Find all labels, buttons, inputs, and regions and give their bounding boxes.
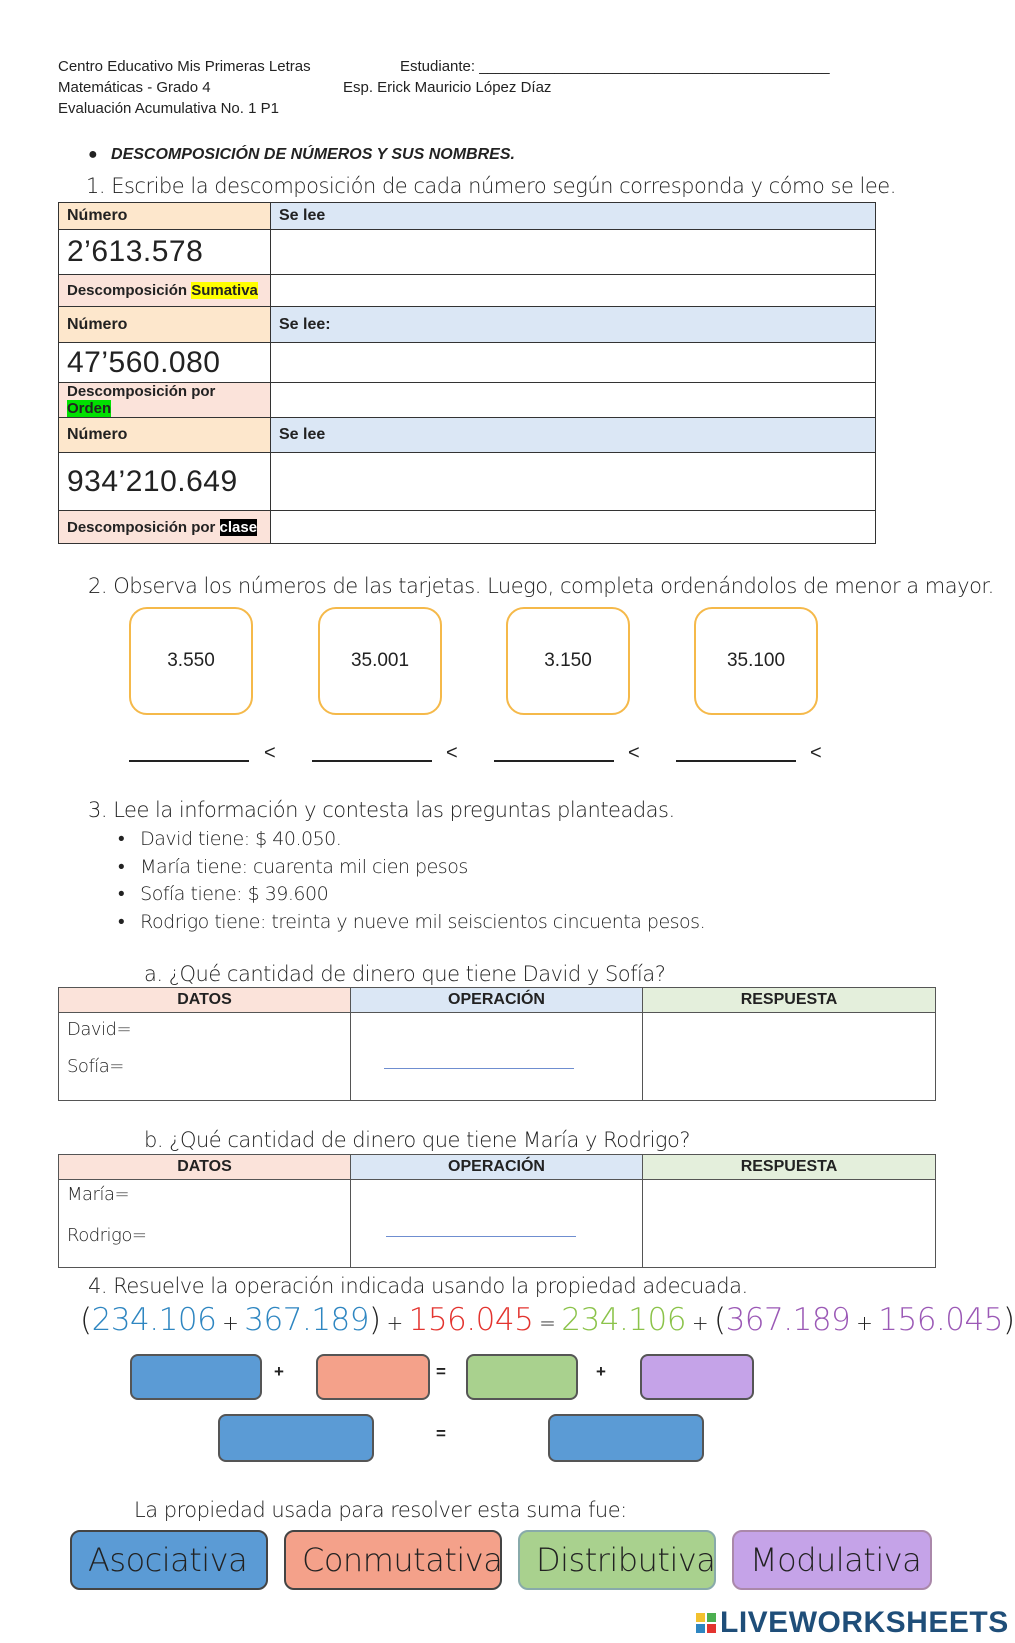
datos-cell[interactable] — [59, 1180, 351, 1268]
respuesta-cell[interactable] — [643, 1013, 936, 1101]
addend-2: 367.189 — [244, 1302, 369, 1338]
order-blank[interactable] — [312, 760, 432, 762]
datos-rodrigo: Rodrigo= — [67, 1225, 147, 1246]
green-answer-box[interactable] — [466, 1354, 578, 1400]
logo-icon — [696, 1613, 716, 1633]
option-conmutativa[interactable]: Conmutativa — [284, 1530, 502, 1590]
order-blank[interactable] — [494, 760, 614, 762]
desc-answer[interactable] — [271, 383, 876, 418]
option-asociativa[interactable]: Asociativa — [70, 1530, 268, 1590]
fact-item: • David tiene: $ 40.050. — [118, 828, 342, 850]
fact-item: • Rodrigo tiene: treinta y nueve mil seiscientos cincuenta pesos. — [118, 910, 706, 933]
datos-david: David= — [67, 1019, 132, 1040]
desc-answer[interactable] — [271, 511, 876, 544]
question-4: 4. Resuelve la operación indicada usando la propiedad adecuada. — [88, 1274, 748, 1298]
student-field[interactable]: Estudiante: __________________________________________ — [400, 58, 830, 75]
problem-b-table — [58, 1154, 936, 1268]
operacion-cell[interactable] — [351, 1180, 643, 1268]
selee-answer[interactable] — [271, 343, 876, 383]
addend-3: 156.045 — [408, 1302, 534, 1338]
property-question: La propiedad usada para resolver esta suma fue: — [134, 1498, 627, 1522]
number-value: 2’613.578 — [59, 230, 271, 275]
fact-item: • Sofía tiene: $ 39.600 — [118, 883, 329, 905]
question-3b: b. ¿Qué cantidad de dinero que tiene María y Rodrigo? — [144, 1128, 691, 1152]
operacion-cell[interactable] — [351, 1013, 643, 1101]
question-3: 3. Lee la información y contesta las preguntas planteadas. — [88, 798, 675, 822]
blue-answer-box[interactable] — [130, 1354, 262, 1400]
number-card: 3.550 — [129, 607, 253, 715]
operacion-header: OPERACIÓN — [351, 1155, 643, 1180]
addend-1: 234.106 — [91, 1302, 217, 1338]
desc-label: Descomposición por clase — [59, 511, 271, 544]
teacher-name: Esp. Erick Mauricio López Díaz — [343, 79, 552, 96]
operation-line — [386, 1236, 576, 1237]
desc-label: Descomposición por Orden — [59, 383, 271, 418]
question-1: 1. Escribe la descomposición de cada número según corresponda y cómo se lee. — [86, 174, 896, 198]
numero-label: Número — [59, 418, 271, 453]
addend-5: 367.189 — [725, 1302, 851, 1338]
fact-item: • María tiene: cuarenta mil cien pesos — [118, 855, 468, 878]
datos-cell[interactable] — [59, 1013, 351, 1101]
section1-heading: ● DESCOMPOSICIÓN DE NÚMEROS Y SUS NOMBRES. — [88, 146, 515, 163]
operation-line — [384, 1068, 574, 1069]
problem-a-table — [58, 987, 936, 1101]
number-card: 3.150 — [506, 607, 630, 715]
liveworksheets-logo — [696, 1606, 1009, 1640]
selee-label: Se lee — [271, 418, 876, 453]
decomposition-table — [58, 202, 876, 544]
addend-6: 156.045 — [878, 1302, 1003, 1338]
facts-list — [118, 826, 705, 936]
datos-header: DATOS — [59, 988, 351, 1013]
respuesta-header: RESPUESTA — [643, 988, 936, 1013]
less-than-sign: < — [810, 742, 822, 764]
datos-maria: María= — [67, 1184, 130, 1205]
order-blank[interactable] — [676, 760, 796, 762]
respuesta-header: RESPUESTA — [643, 1155, 936, 1180]
less-than-sign: < — [446, 742, 458, 764]
desc-label: Descomposición Sumativa — [59, 275, 271, 307]
order-blank[interactable] — [129, 760, 249, 762]
option-modulativa[interactable]: Modulativa — [732, 1530, 932, 1590]
school-name: Centro Educativo Mis Primeras Letras — [58, 58, 311, 75]
selee-label: Se lee — [271, 203, 876, 230]
number-card: 35.001 — [318, 607, 442, 715]
operacion-header: OPERACIÓN — [351, 988, 643, 1013]
plus-sign: + — [596, 1362, 606, 1381]
number-value: 47’560.080 — [59, 343, 271, 383]
associative-expression: (234.106 + 367.189) + 156.045 = 234.106 + (367.189 + 156.045) — [80, 1302, 1015, 1338]
numero-label: Número — [59, 203, 271, 230]
salmon-answer-box[interactable] — [316, 1354, 430, 1400]
purple-answer-box[interactable] — [640, 1354, 754, 1400]
addend-4: 234.106 — [561, 1302, 686, 1338]
selee-label: Se lee: — [271, 307, 876, 343]
less-than-sign: < — [628, 742, 640, 764]
brand-prefix: LIVE — [720, 1606, 789, 1639]
selee-answer[interactable] — [271, 230, 876, 275]
equals-sign: = — [436, 1362, 446, 1381]
numero-label: Número — [59, 307, 271, 343]
number-value: 934’210.649 — [59, 453, 271, 511]
bullet-icon: ● — [88, 146, 98, 163]
question-2: 2. Observa los números de las tarjetas. Luego, completa ordenándolos de menor a mayor. — [88, 574, 994, 598]
number-card: 35.100 — [694, 607, 818, 715]
less-than-sign: < — [264, 742, 276, 764]
option-distributiva[interactable]: Distributiva — [518, 1530, 716, 1590]
plus-sign: + — [274, 1362, 284, 1381]
left-sum-box[interactable] — [218, 1414, 374, 1462]
datos-header: DATOS — [59, 1155, 351, 1180]
evaluation-title: Evaluación Acumulativa No. 1 P1 — [58, 100, 279, 117]
equals-sign: = — [436, 1424, 446, 1443]
question-3a: a. ¿Qué cantidad de dinero que tiene David y Sofía? — [144, 962, 666, 986]
subject: Matemáticas - Grado 4 — [58, 79, 211, 96]
selee-answer[interactable] — [271, 453, 876, 511]
datos-sofia: Sofía= — [67, 1056, 124, 1077]
desc-answer[interactable] — [271, 275, 876, 307]
right-sum-box[interactable] — [548, 1414, 704, 1462]
brand-suffix: WORKSHEETS — [788, 1606, 1009, 1639]
respuesta-cell[interactable] — [643, 1180, 936, 1268]
